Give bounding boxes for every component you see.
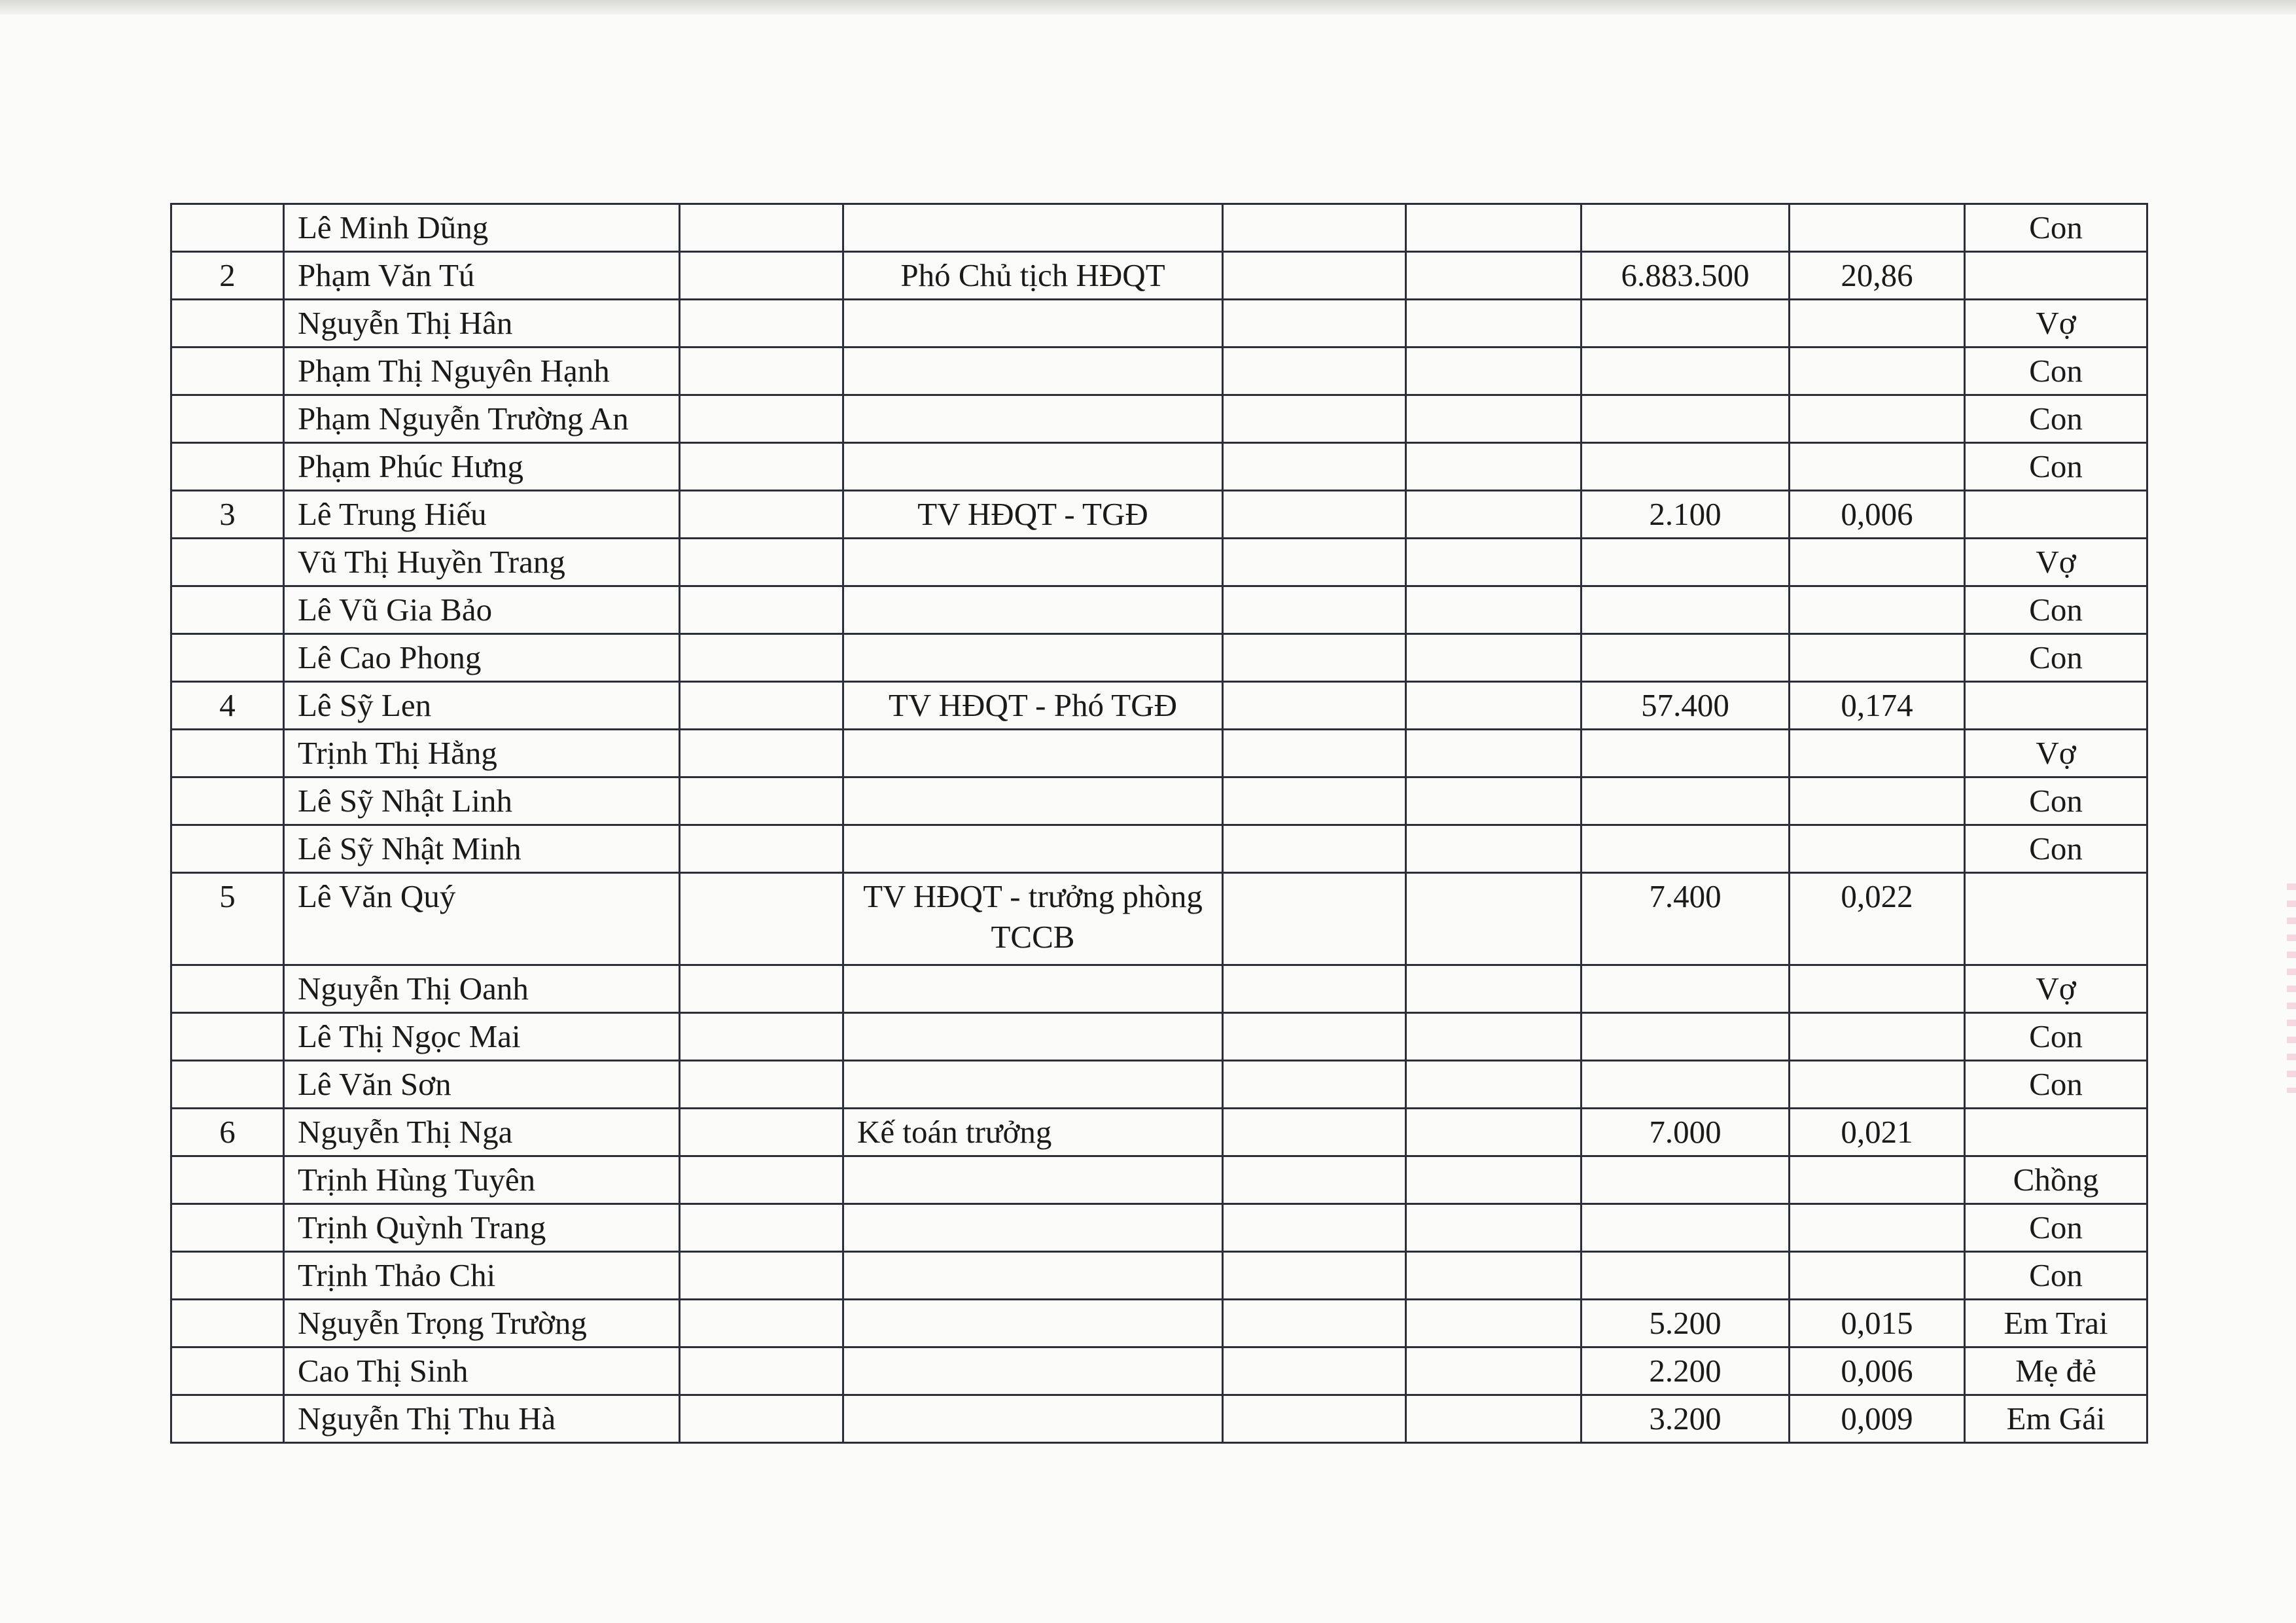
table-row xyxy=(171,730,2147,777)
table-row xyxy=(171,1013,2147,1061)
table-row xyxy=(171,300,2147,348)
cell-stt xyxy=(171,777,284,825)
cell-blank xyxy=(1223,586,1406,634)
cell-name: Phạm Nguyễn Trường An xyxy=(284,395,680,443)
cell-blank xyxy=(680,300,843,348)
table-row xyxy=(171,634,2147,682)
cell-relation: Con xyxy=(1965,443,2147,491)
cell-blank xyxy=(680,1300,843,1347)
cell-stt xyxy=(171,300,284,348)
cell-position xyxy=(843,777,1223,825)
cell-relation xyxy=(1965,873,2147,965)
cell-position xyxy=(843,1156,1223,1204)
cell-blank xyxy=(1406,586,1581,634)
cell-blank xyxy=(1406,965,1581,1013)
cell-stt xyxy=(171,1300,284,1347)
table-row xyxy=(171,491,2147,539)
cell-blank xyxy=(680,873,843,965)
cell-blank xyxy=(680,1061,843,1109)
cell-name: Lê Sỹ Nhật Linh xyxy=(284,777,680,825)
cell-shares xyxy=(1581,1013,1790,1061)
cell-relation: Vợ xyxy=(1965,730,2147,777)
cell-stt xyxy=(171,348,284,395)
cell-name: Phạm Văn Tú xyxy=(284,252,680,300)
table-row xyxy=(171,204,2147,252)
table-row xyxy=(171,1204,2147,1252)
cell-name: Trịnh Hùng Tuyên xyxy=(284,1156,680,1204)
shareholder-table xyxy=(170,203,2148,1444)
table-row xyxy=(171,586,2147,634)
cell-blank xyxy=(680,1395,843,1443)
cell-shares: 3.200 xyxy=(1581,1395,1790,1443)
cell-blank xyxy=(680,1204,843,1252)
cell-blank xyxy=(1223,777,1406,825)
cell-stt: 6 xyxy=(171,1109,284,1156)
cell-name: Cao Thị Sinh xyxy=(284,1347,680,1395)
cell-name: Nguyễn Thị Thu Hà xyxy=(284,1395,680,1443)
cell-blank xyxy=(1223,1156,1406,1204)
cell-position xyxy=(843,730,1223,777)
cell-blank xyxy=(1406,1109,1581,1156)
cell-blank xyxy=(1223,1252,1406,1300)
cell-stt: 2 xyxy=(171,252,284,300)
cell-relation xyxy=(1965,1109,2147,1156)
cell-name: Phạm Phúc Hưng xyxy=(284,443,680,491)
cell-relation: Con xyxy=(1965,204,2147,252)
cell-name: Phạm Thị Nguyên Hạnh xyxy=(284,348,680,395)
cell-stt xyxy=(171,1347,284,1395)
cell-relation xyxy=(1965,491,2147,539)
cell-relation xyxy=(1965,682,2147,730)
cell-blank xyxy=(680,443,843,491)
table-row xyxy=(171,1347,2147,1395)
cell-name: Trịnh Thảo Chi xyxy=(284,1252,680,1300)
cell-shares xyxy=(1581,395,1790,443)
cell-stt xyxy=(171,395,284,443)
cell-blank xyxy=(1406,1156,1581,1204)
cell-ratio xyxy=(1790,204,1965,252)
cell-shares xyxy=(1581,204,1790,252)
cell-ratio: 0,006 xyxy=(1790,1347,1965,1395)
cell-ratio xyxy=(1790,634,1965,682)
cell-relation: Con xyxy=(1965,1061,2147,1109)
cell-blank xyxy=(680,730,843,777)
cell-shares xyxy=(1581,1252,1790,1300)
shareholder-table-container xyxy=(170,203,2146,1444)
cell-ratio xyxy=(1790,1204,1965,1252)
cell-blank xyxy=(1223,395,1406,443)
cell-blank xyxy=(1406,682,1581,730)
cell-name: Lê Minh Dũng xyxy=(284,204,680,252)
cell-position xyxy=(843,1252,1223,1300)
cell-ratio: 0,015 xyxy=(1790,1300,1965,1347)
cell-blank xyxy=(1406,873,1581,965)
cell-blank xyxy=(680,1347,843,1395)
cell-name: Lê Sỹ Len xyxy=(284,682,680,730)
cell-stt xyxy=(171,1395,284,1443)
cell-name: Trịnh Quỳnh Trang xyxy=(284,1204,680,1252)
cell-blank xyxy=(680,491,843,539)
cell-shares xyxy=(1581,1204,1790,1252)
cell-name: Lê Văn Quý xyxy=(284,873,680,965)
cell-blank xyxy=(1223,873,1406,965)
cell-blank xyxy=(1223,682,1406,730)
cell-blank xyxy=(1406,1252,1581,1300)
cell-name: Lê Văn Sơn xyxy=(284,1061,680,1109)
cell-ratio: 0,021 xyxy=(1790,1109,1965,1156)
table-row xyxy=(171,539,2147,586)
cell-blank xyxy=(1406,1300,1581,1347)
cell-stt xyxy=(171,825,284,873)
cell-position xyxy=(843,1347,1223,1395)
cell-relation: Con xyxy=(1965,777,2147,825)
cell-position xyxy=(843,300,1223,348)
cell-blank xyxy=(1223,1204,1406,1252)
cell-position xyxy=(843,1204,1223,1252)
cell-blank xyxy=(1406,395,1581,443)
cell-stt xyxy=(171,634,284,682)
cell-position xyxy=(843,539,1223,586)
cell-blank xyxy=(680,1156,843,1204)
cell-relation: Vợ xyxy=(1965,539,2147,586)
cell-blank xyxy=(1406,777,1581,825)
table-row xyxy=(171,873,2147,965)
cell-ratio: 0,022 xyxy=(1790,873,1965,965)
cell-relation: Con xyxy=(1965,1252,2147,1300)
cell-position xyxy=(843,443,1223,491)
cell-blank xyxy=(1406,300,1581,348)
cell-blank xyxy=(1406,1061,1581,1109)
cell-position xyxy=(843,586,1223,634)
cell-blank xyxy=(1223,1347,1406,1395)
cell-ratio xyxy=(1790,1061,1965,1109)
cell-blank xyxy=(1223,300,1406,348)
cell-ratio xyxy=(1790,348,1965,395)
cell-blank xyxy=(1223,1300,1406,1347)
cell-blank xyxy=(1406,1395,1581,1443)
cell-blank xyxy=(1406,1204,1581,1252)
cell-blank xyxy=(680,395,843,443)
cell-relation: Mẹ đẻ xyxy=(1965,1347,2147,1395)
cell-blank xyxy=(680,777,843,825)
cell-shares xyxy=(1581,965,1790,1013)
cell-blank xyxy=(1223,634,1406,682)
cell-shares: 2.200 xyxy=(1581,1347,1790,1395)
cell-ratio xyxy=(1790,777,1965,825)
cell-shares xyxy=(1581,348,1790,395)
table-row xyxy=(171,1252,2147,1300)
cell-shares xyxy=(1581,443,1790,491)
cell-position xyxy=(843,395,1223,443)
cell-relation: Con xyxy=(1965,634,2147,682)
cell-position xyxy=(843,965,1223,1013)
cell-stt xyxy=(171,204,284,252)
cell-blank xyxy=(680,634,843,682)
cell-shares: 6.883.500 xyxy=(1581,252,1790,300)
cell-stt xyxy=(171,965,284,1013)
cell-stt: 5 xyxy=(171,873,284,965)
cell-blank xyxy=(680,1013,843,1061)
cell-ratio xyxy=(1790,395,1965,443)
cell-ratio xyxy=(1790,539,1965,586)
cell-position xyxy=(843,634,1223,682)
cell-blank xyxy=(1223,204,1406,252)
cell-shares xyxy=(1581,1061,1790,1109)
cell-shares xyxy=(1581,539,1790,586)
cell-blank xyxy=(1406,1347,1581,1395)
cell-blank xyxy=(1223,443,1406,491)
cell-blank xyxy=(1406,634,1581,682)
table-row xyxy=(171,825,2147,873)
cell-position xyxy=(843,348,1223,395)
table-row xyxy=(171,348,2147,395)
cell-position xyxy=(843,1300,1223,1347)
cell-blank xyxy=(680,586,843,634)
cell-stt xyxy=(171,443,284,491)
cell-ratio xyxy=(1790,300,1965,348)
cell-blank xyxy=(680,1252,843,1300)
cell-name: Lê Cao Phong xyxy=(284,634,680,682)
cell-name: Nguyễn Trọng Trường xyxy=(284,1300,680,1347)
cell-relation: Con xyxy=(1965,1013,2147,1061)
table-row xyxy=(171,965,2147,1013)
cell-blank xyxy=(680,539,843,586)
cell-shares xyxy=(1581,777,1790,825)
cell-position xyxy=(843,825,1223,873)
cell-ratio xyxy=(1790,825,1965,873)
cell-stt xyxy=(171,1204,284,1252)
cell-stt xyxy=(171,1252,284,1300)
cell-blank xyxy=(1406,1013,1581,1061)
cell-ratio: 0,006 xyxy=(1790,491,1965,539)
cell-relation: Em Gái xyxy=(1965,1395,2147,1443)
cell-blank xyxy=(1406,204,1581,252)
cell-position: Phó Chủ tịch HĐQT xyxy=(843,252,1223,300)
table-row xyxy=(171,443,2147,491)
cell-blank xyxy=(1223,252,1406,300)
cell-stt xyxy=(171,539,284,586)
cell-relation: Con xyxy=(1965,825,2147,873)
cell-blank xyxy=(1406,825,1581,873)
cell-position xyxy=(843,204,1223,252)
cell-blank xyxy=(1406,348,1581,395)
cell-stt xyxy=(171,586,284,634)
cell-position: TV HĐQT - trưởng phòng TCCB xyxy=(843,873,1223,965)
cell-blank xyxy=(1406,491,1581,539)
table-row xyxy=(171,1061,2147,1109)
cell-name: Trịnh Thị Hằng xyxy=(284,730,680,777)
cell-ratio xyxy=(1790,443,1965,491)
cell-blank xyxy=(680,965,843,1013)
table-row xyxy=(171,395,2147,443)
table-row xyxy=(171,777,2147,825)
table-body xyxy=(171,204,2147,1443)
cell-shares xyxy=(1581,1156,1790,1204)
cell-ratio xyxy=(1790,965,1965,1013)
cell-blank xyxy=(680,825,843,873)
cell-position xyxy=(843,1013,1223,1061)
cell-blank xyxy=(1223,491,1406,539)
cell-blank xyxy=(680,1109,843,1156)
cell-shares: 7.400 xyxy=(1581,873,1790,965)
cell-blank xyxy=(1223,348,1406,395)
stamp-edge-mark xyxy=(2287,883,2296,1093)
cell-stt xyxy=(171,1061,284,1109)
cell-stt xyxy=(171,1013,284,1061)
cell-blank xyxy=(1223,1395,1406,1443)
cell-blank xyxy=(680,252,843,300)
table-row xyxy=(171,1109,2147,1156)
cell-blank xyxy=(1223,825,1406,873)
cell-shares xyxy=(1581,825,1790,873)
cell-blank xyxy=(1406,539,1581,586)
cell-shares xyxy=(1581,586,1790,634)
cell-blank xyxy=(1223,539,1406,586)
table-row xyxy=(171,1395,2147,1443)
cell-blank xyxy=(680,348,843,395)
cell-name: Vũ Thị Huyền Trang xyxy=(284,539,680,586)
cell-relation: Con xyxy=(1965,395,2147,443)
cell-relation: Chồng xyxy=(1965,1156,2147,1204)
cell-position: TV HĐQT - TGĐ xyxy=(843,491,1223,539)
table-row xyxy=(171,1300,2147,1347)
cell-position xyxy=(843,1395,1223,1443)
cell-name: Lê Thị Ngọc Mai xyxy=(284,1013,680,1061)
cell-ratio xyxy=(1790,1156,1965,1204)
cell-blank xyxy=(1223,965,1406,1013)
cell-relation: Vợ xyxy=(1965,965,2147,1013)
cell-blank xyxy=(1223,1109,1406,1156)
cell-relation: Con xyxy=(1965,586,2147,634)
table-row xyxy=(171,252,2147,300)
cell-ratio xyxy=(1790,1252,1965,1300)
cell-name: Nguyễn Thị Oanh xyxy=(284,965,680,1013)
cell-name: Lê Trung Hiếu xyxy=(284,491,680,539)
cell-blank xyxy=(1406,730,1581,777)
scan-edge xyxy=(0,0,2296,14)
cell-ratio: 0,174 xyxy=(1790,682,1965,730)
table-row xyxy=(171,682,2147,730)
cell-ratio xyxy=(1790,730,1965,777)
cell-name: Nguyễn Thị Nga xyxy=(284,1109,680,1156)
cell-position xyxy=(843,1061,1223,1109)
table-row xyxy=(171,1156,2147,1204)
cell-position: TV HĐQT - Phó TGĐ xyxy=(843,682,1223,730)
cell-shares: 2.100 xyxy=(1581,491,1790,539)
cell-relation xyxy=(1965,252,2147,300)
cell-relation: Vợ xyxy=(1965,300,2147,348)
cell-ratio: 20,86 xyxy=(1790,252,1965,300)
cell-stt: 3 xyxy=(171,491,284,539)
cell-name: Nguyễn Thị Hân xyxy=(284,300,680,348)
cell-stt xyxy=(171,1156,284,1204)
cell-ratio xyxy=(1790,586,1965,634)
cell-name: Lê Vũ Gia Bảo xyxy=(284,586,680,634)
cell-stt: 4 xyxy=(171,682,284,730)
cell-blank xyxy=(1406,443,1581,491)
cell-shares xyxy=(1581,634,1790,682)
cell-blank xyxy=(1406,252,1581,300)
cell-shares: 5.200 xyxy=(1581,1300,1790,1347)
cell-relation: Em Trai xyxy=(1965,1300,2147,1347)
cell-ratio xyxy=(1790,1013,1965,1061)
cell-blank xyxy=(1223,730,1406,777)
cell-relation: Con xyxy=(1965,348,2147,395)
cell-ratio: 0,009 xyxy=(1790,1395,1965,1443)
cell-shares: 57.400 xyxy=(1581,682,1790,730)
cell-blank xyxy=(1223,1061,1406,1109)
cell-name: Lê Sỹ Nhật Minh xyxy=(284,825,680,873)
cell-shares xyxy=(1581,730,1790,777)
cell-blank xyxy=(680,204,843,252)
cell-relation: Con xyxy=(1965,1204,2147,1252)
cell-blank xyxy=(680,682,843,730)
cell-position: Kế toán trưởng xyxy=(843,1109,1223,1156)
cell-shares xyxy=(1581,300,1790,348)
cell-stt xyxy=(171,730,284,777)
cell-shares: 7.000 xyxy=(1581,1109,1790,1156)
cell-blank xyxy=(1223,1013,1406,1061)
